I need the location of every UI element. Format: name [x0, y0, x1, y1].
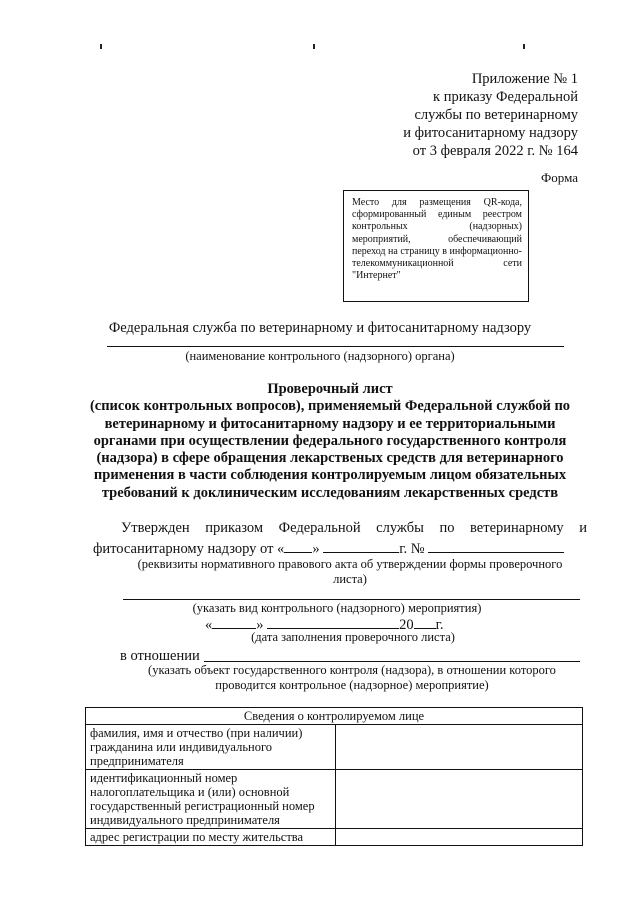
- fill-date-day-field[interactable]: [212, 614, 256, 629]
- control-type-caption: (указать вид контрольного (надзорного) мероприятия): [192, 601, 482, 615]
- row-value[interactable]: [336, 829, 583, 846]
- approval-day-field[interactable]: [284, 538, 312, 553]
- approval-word: ветеринарному: [470, 520, 564, 536]
- agency-name: Федеральная служба по ветеринарному и фитосанитарному надзору: [108, 320, 532, 336]
- annex-number: Приложение № 1: [471, 71, 578, 87]
- relation-object-field[interactable]: [204, 661, 580, 662]
- title-line: органами при осуществлении федерального государственного контроля: [93, 432, 567, 449]
- row-value[interactable]: [336, 770, 583, 829]
- annex-header: [403, 70, 578, 160]
- agency-caption: (наименование контрольного (надзорного) органа): [185, 349, 455, 363]
- approval-month-field[interactable]: [323, 538, 399, 553]
- approval-word: Утвержден: [121, 520, 190, 536]
- row-label: фамилия, имя и отчество (при наличии) гражданина или индивидуального предпринимателя: [86, 725, 336, 770]
- title-line: ветеринарному и фитосанитарному надзору и ее территориальными: [104, 415, 556, 432]
- document-title: [80, 381, 580, 502]
- approval-text-start: фитосанитарному надзору от «: [93, 541, 285, 557]
- approval-word: и: [579, 520, 587, 536]
- approval-word: приказом: [205, 520, 264, 536]
- approval-word: Федеральной: [278, 520, 361, 536]
- table-row: [86, 770, 583, 829]
- fill-date-month-field[interactable]: [267, 614, 399, 629]
- scan-mark: [523, 44, 525, 49]
- control-type-field[interactable]: [123, 599, 580, 600]
- form-label: Форма: [541, 170, 578, 185]
- fill-date-year-suffix: г.: [435, 617, 444, 633]
- scan-mark: [100, 44, 102, 49]
- approval-caption: (реквизиты нормативного правового акта об утверждении формы проверочного листа): [137, 557, 563, 586]
- annex-order-ref: к приказу Федеральной: [433, 89, 578, 105]
- relation-label: в отношении: [120, 648, 200, 664]
- annex-service: службы по ветеринарному: [414, 107, 578, 123]
- row-value[interactable]: [336, 725, 583, 770]
- approval-line-1: [93, 519, 587, 538]
- approval-word: по: [439, 520, 455, 536]
- approval-year-number-label: г. №: [399, 541, 425, 557]
- table-row: [86, 725, 583, 770]
- fill-date-caption: (дата заполнения проверочного листа): [251, 630, 455, 644]
- controlled-person-table: [85, 707, 583, 846]
- row-label: идентификационный номер налогоплательщика и (или) основной государственный регистрационный номер индивидуального предпринимателя: [86, 770, 336, 829]
- approval-quote-close: »: [312, 541, 320, 557]
- fill-date-close-quote: »: [256, 617, 264, 633]
- approval-number-field[interactable]: [428, 538, 564, 553]
- title-line: требований к доклиническим исследованиям лекарственных средств: [101, 484, 559, 501]
- scan-mark: [313, 44, 315, 49]
- fill-date-year-field[interactable]: [414, 614, 436, 629]
- fill-date-century: 20: [399, 617, 414, 633]
- relation-caption: (указать объект государственного контроля (надзора), в отношении которого проводится контрольное (надзорное) мероприятие): [148, 663, 556, 692]
- approval-word: службы: [376, 520, 424, 536]
- title-line: Проверочный лист: [267, 381, 393, 397]
- table-header-row: [86, 708, 583, 725]
- fill-date-open-quote: «: [205, 617, 213, 633]
- approval-statement: [93, 519, 587, 559]
- approval-line-2: [93, 538, 587, 559]
- title-line: (надзора) в сфере обращения лекарственых средств для ветеринарного: [96, 450, 564, 467]
- row-label: адрес регистрации по месту жительства: [86, 829, 336, 846]
- title-line: применения в части соблюдения контролируемым лицом обязательных: [93, 467, 567, 484]
- table-header: Сведения о контролируемом лице: [86, 708, 583, 725]
- agency-underline: [107, 346, 564, 347]
- table-row: [86, 829, 583, 846]
- annex-supervision: и фитосанитарному надзору: [403, 125, 578, 141]
- annex-date: от 3 февраля 2022 г. № 164: [412, 143, 578, 159]
- qr-code-placeholder: Место для размещения QR-кода, сформированный единым реестром контрольных (надзорных) мероприятий, обеспечивающий переход на страницу в информационно-телекоммуникационной сети "Интернет": [343, 190, 529, 302]
- title-line: (список контрольных вопросов), применяемый Федеральной службой по: [89, 398, 571, 415]
